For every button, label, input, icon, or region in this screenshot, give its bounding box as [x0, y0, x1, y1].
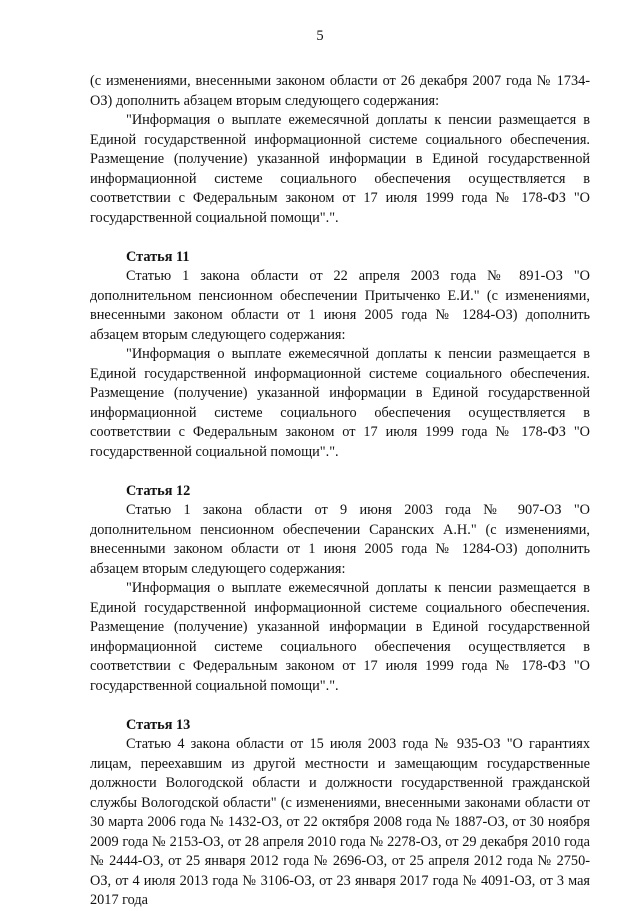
intro-quote: "Информация о выплате ежемесячной доплаты к пенсии размещается в Единой государственной информационной системе социального обеспечения. Размещение (получение) указанной информации в Единой государственной информационной системе социального обеспечения осуществляется в соответствии с Федеральным законом от 17 июля 1999 года № 178-ФЗ "О государственной социальной помощи".".	[90, 112, 590, 226]
intro-paragraph: (с изменениями, внесенными законом области от 26 декабря 2007 года № 1734-ОЗ) дополнить абзацем вторым следующего содержания:	[90, 73, 590, 109]
article-quote: "Информация о выплате ежемесячной доплаты к пенсии размещается в Единой государственной информационной системе социального обеспечения. Размещение (получение) указанной информации в Единой государственной информационной системе социального обеспечения осуществляется в соответствии с Федеральным законом от 17 июля 1999 года № 178-ФЗ "О государственной социальной помощи".".	[90, 580, 590, 694]
article-13	[90, 716, 590, 911]
article-heading: Статья 12	[126, 482, 191, 499]
article-12	[90, 482, 590, 697]
article-heading: Статья 11	[126, 248, 190, 265]
document-body	[90, 72, 590, 911]
article-body: Статью 4 закона области от 15 июля 2003 года № 935-ОЗ "О гарантиях лицам, переехавшим из другой местности и замещающим государственные должности Вологодской области и должности государственной гражданской службы Вологодской области" (с изменениями, внесенными законами области от 30 марта 2006 года № 1432-ОЗ, от 22 октября 2008 года № 1887-ОЗ, от 30 ноября 2009 года № 2153-ОЗ, от 28 апреля 2010 года № 2278-ОЗ, от 29 декабря 2010 года № 2444-ОЗ, от 25 января 2012 года № 2696-ОЗ, от 25 апреля 2012 года № 2750-ОЗ, от 4 июля 2013 года № 3106-ОЗ, от 23 января 2017 года № 4091-ОЗ, от 3 мая 2017 года	[90, 736, 590, 908]
article-heading: Статья 13	[126, 716, 191, 733]
article-body: Статью 1 закона области от 9 июня 2003 года № 907-ОЗ "О дополнительном пенсионном обеспечении Саранских А.Н." (с изменениями, внесенными законом области от 1 июня 2005 года № 1284-ОЗ) дополнить абзацем вторым следующего содержания:	[90, 502, 590, 577]
page-number: 5	[316, 28, 324, 44]
intro-section	[90, 72, 590, 228]
article-body: Статью 1 закона области от 22 апреля 2003 года № 891-ОЗ "О дополнительном пенсионном обеспечении Притыченко Е.И." (с изменениями, внесенными законом области от 1 июня 2005 года № 1284-ОЗ) дополнить абзацем вторым следующего содержания:	[90, 268, 590, 343]
article-11	[90, 248, 590, 463]
article-quote: "Информация о выплате ежемесячной доплаты к пенсии размещается в Единой государственной информационной системе социального обеспечения. Размещение (получение) указанной информации в Единой государственной информационной системе социального обеспечения осуществляется в соответствии с Федеральным законом от 17 июля 1999 года № 178-ФЗ "О государственной социальной помощи".".	[90, 346, 590, 460]
